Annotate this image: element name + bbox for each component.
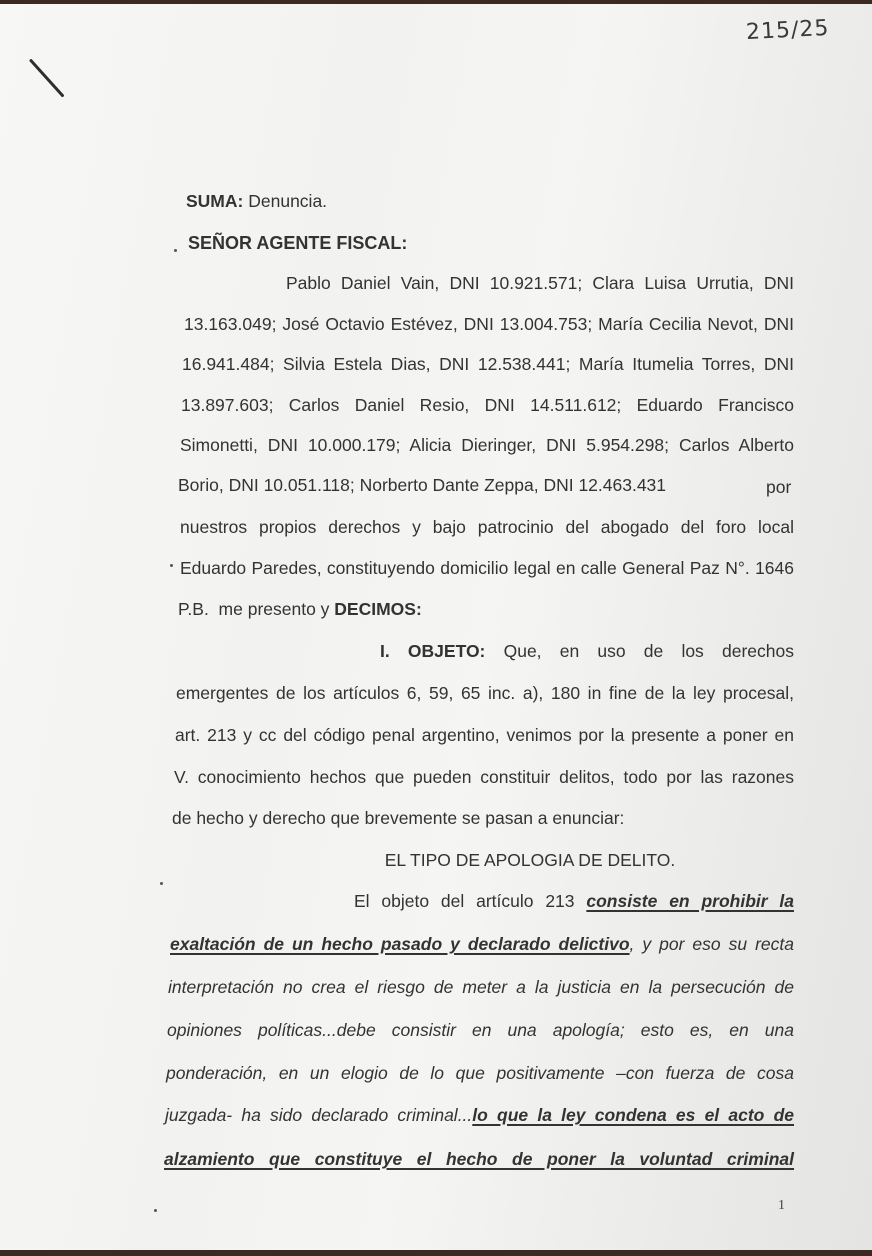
suma-value: Denuncia. — [248, 191, 328, 211]
intro-line-8: Eduardo Paredes, constituyendo domicilio legal en calle General Paz N°. 1646 — [180, 558, 794, 578]
quote-l1-plain: El objeto del artículo 213 — [354, 891, 587, 911]
objeto-line-2: emergentes de los artículos 6, 59, 65 inc. a), 180 in fine de la ley procesal, — [176, 683, 794, 703]
intro-line-4: 13.897.603; Carlos Daniel Resio, DNI 14.511.612; Eduardo Francisco — [181, 395, 794, 415]
quote-l2-plain: , y por eso su recta — [629, 934, 794, 954]
quote-line-2 — [170, 933, 794, 955]
objeto-label: I. OBJETO: — [380, 641, 486, 661]
scan-speck — [154, 1209, 157, 1212]
suma-label: SUMA: — [186, 191, 244, 211]
decimos-line — [178, 598, 802, 620]
scan-speck — [170, 564, 173, 567]
handwritten-folio-number: 215/25 — [745, 15, 831, 46]
decimos-label: DECIMOS: — [334, 599, 422, 619]
quote-line-1 — [354, 890, 794, 912]
quote-line-3: interpretación no crea el riesgo de meter a la justicia en la persecución de — [168, 977, 794, 997]
intro-line-6: Borio, DNI 10.051.118; Norberto Dante Zeppa, DNI 12.463.431 — [178, 475, 667, 495]
quote-l6-plain: juzgada- ha sido declarado criminal... — [165, 1105, 473, 1125]
intro-line-3: 16.941.484; Silvia Estela Dias, DNI 12.538.441; María Itumelia Torres, DNI — [182, 354, 794, 374]
quote-l2-emphasis: exaltación de un hecho pasado y declarado delictivo — [170, 934, 630, 954]
decimos-prefix: P.B. me presento y — [178, 599, 335, 619]
objeto-line-3: art. 213 y cc del código penal argentino, venimos por la presente a poner en — [175, 725, 794, 745]
suma-line — [186, 190, 810, 212]
objeto-line-5: de hecho y derecho que brevemente se pasan a enunciar: — [172, 808, 625, 828]
objeto-line-4: V. conocimiento hechos que pueden constituir delitos, todo por las razones — [174, 767, 794, 787]
quote-line-5: ponderación, en un elogio de lo que positivamente –con fuerza de cosa — [166, 1063, 794, 1083]
intro-line-2: 13.163.049; José Octavio Estévez, DNI 13.004.753; María Cecilia Nevot, DNI — [184, 314, 794, 334]
section-title: EL TIPO DE APOLOGIA DE DELITO. — [384, 850, 676, 870]
intro-line-5: Simonetti, DNI 10.000.179; Alicia Dieringer, DNI 5.954.298; Carlos Alberto — [180, 435, 794, 455]
intro-line-1: Pablo Daniel Vain, DNI 10.921.571; Clara Luisa Urrutia, DNI — [286, 273, 794, 293]
objeto-line-1 — [380, 640, 794, 662]
quote-line-7: alzamiento que constituye el hecho de poner la voluntad criminal — [164, 1149, 794, 1169]
quote-line-6 — [165, 1104, 794, 1126]
page-number: 1 — [778, 1198, 785, 1213]
scan-speck — [160, 882, 163, 885]
quote-l1-emphasis: consiste en prohibir la — [586, 891, 794, 911]
quote-line-4: opiniones políticas...debe consistir en una apología; esto es, en una — [167, 1020, 794, 1040]
document-page — [0, 4, 872, 1250]
intro-por: por — [766, 477, 792, 497]
handwritten-slash-mark — [29, 58, 65, 97]
quote-l6-emphasis: lo que la ley condena es el acto de — [472, 1105, 794, 1125]
scan-speck — [174, 249, 177, 252]
addressee: SEÑOR AGENTE FISCAL: — [188, 233, 408, 253]
objeto-first-line: Que, en uso de los derechos — [503, 641, 794, 661]
intro-line-7: nuestros propios derechos y bajo patrocinio del abogado del foro local — [180, 517, 794, 537]
